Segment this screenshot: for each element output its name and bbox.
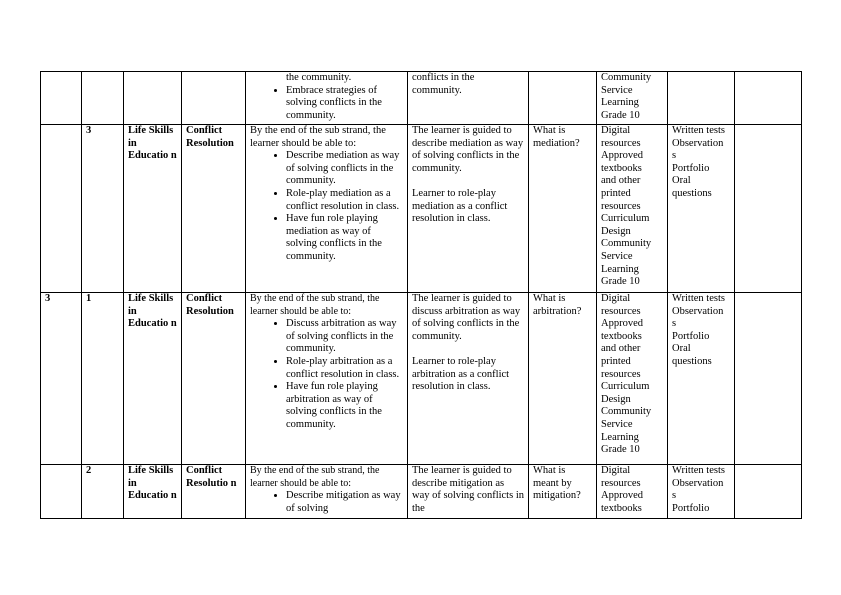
outcomes-list [250,85,403,123]
inquiry-question-cell: What is arbitration? [529,293,597,465]
outcome-item: • Discuss arbitration as way of solving conflicts in the community. [286,318,403,356]
resource-line: Approved [601,490,643,502]
resource-line: Community [601,72,652,83]
lesson-cell: 3 [82,125,124,293]
resource-line: Community [601,238,652,250]
assessment-line: Written tests [672,125,725,136]
resource-line: Grade 10 [601,109,640,121]
outcomes-intro: By the end of the sub strand, the learner should be able to: [250,125,386,149]
resource-line: Service [601,418,633,430]
learning-outcomes-cell [246,465,408,519]
learning-outcomes-cell [246,72,408,125]
assessment-line: Portfolio [672,162,710,174]
assessment-cell [668,465,735,519]
resource-line: Approved [601,150,643,162]
strand-cell: Life Skills in Educatio n [124,125,182,293]
resource-line: Learning [601,97,639,109]
table-row [41,125,802,293]
resource-line: Grade 10 [601,276,640,288]
learning-experiences-cell [408,465,529,519]
resource-line: Community [601,406,652,418]
experience-text: The learner is guided to describe mediation as way of solving conflicts in the community. [412,125,524,174]
resource-line: Grade 10 [601,444,640,456]
resources-cell [597,293,668,465]
reflection-cell [735,72,802,125]
outcome-item: • Role-play arbitration as a conflict resolution in class. [286,356,403,381]
learning-experiences-cell [408,125,529,293]
outcomes-list [250,150,403,263]
resource-line: Learning [601,431,639,443]
resource-line: resources [601,477,641,489]
inquiry-question-cell [529,72,597,125]
outcome-item: • Role-play mediation as a conflict resolution in class. [286,188,403,213]
outcome-item: • Embrace strategies of solving conflicts in the community. [286,85,403,123]
experience-text: The learner is guided to discuss arbitration as way of solving conflicts in the community. [412,293,521,342]
resource-line: Curriculum [601,213,650,225]
resource-line: Learning [601,263,639,275]
outcomes-intro: By the end of the sub strand, the learner should be able to: [250,465,380,489]
outcomes-list [250,72,403,85]
outcome-item: • Have fun role playing mediation as way of solving conflicts in the community. [286,213,403,263]
reflection-cell [735,293,802,465]
resource-line: resources [601,305,641,317]
lesson-cell [82,72,124,125]
table-row [41,465,802,519]
outcomes-list [250,318,403,431]
assessment-cell [668,293,735,465]
resource-line: textbooks [601,162,642,174]
sub-strand-cell: Conflict Resolution [182,293,246,465]
assessment-line: s [672,490,677,502]
experience-text: The learner is guided to describe mitigation as way of solving conflicts in the [412,465,524,514]
resource-line: Digital [601,465,631,476]
week-cell: 3 [41,293,82,465]
assessment-line: Oral [672,175,691,187]
resource-line: printed [601,187,631,199]
assessment-line: Written tests [672,293,725,304]
resource-line: Design [601,225,631,237]
week-cell [41,125,82,293]
sub-strand-cell [182,72,246,125]
learning-outcomes-cell [246,293,408,465]
table-row [41,72,802,125]
assessment-cell [668,72,735,125]
resource-line: textbooks [601,502,642,514]
outcome-item: • Describe mediation as way of solving conflicts in the community. [286,150,403,188]
strand-cell [124,72,182,125]
lesson-cell: 1 [82,293,124,465]
experience-text: Learner to role-play arbitration as a conflict resolution in class. [412,355,510,393]
strand-cell: Life Skills in Educatio n [124,465,182,519]
outcome-item: the community. [286,72,352,83]
resources-cell [597,72,668,125]
strand-cell: Life Skills in Educatio n [124,293,182,465]
spacer [412,175,524,188]
resource-line: textbooks [601,330,642,342]
resource-line: Digital [601,125,631,136]
assessment-line: Written tests [672,465,725,476]
sub-strand-cell: Conflict Resolution [182,125,246,293]
lesson-cell: 2 [82,465,124,519]
scheme-of-work-table [40,71,802,519]
resource-line: Approved [601,318,643,330]
resource-line: Curriculum [601,381,650,393]
resource-line: resources [601,200,641,212]
reflection-cell [735,465,802,519]
assessment-cell [668,125,735,293]
learning-outcomes-cell [246,125,408,293]
assessment-line: Observation [672,137,724,149]
assessment-line: Observation [672,305,724,317]
assessment-line: Portfolio [672,330,710,342]
resource-line: Service [601,250,633,262]
sub-strand-cell: Conflict Resolutio n [182,465,246,519]
learning-experiences-cell [408,293,529,465]
spacer [412,343,524,356]
inquiry-question-cell: What is meant by mitigation? [529,465,597,519]
resource-line: Digital [601,293,631,304]
resource-line: printed [601,355,631,367]
assessment-line: questions [672,187,712,199]
assessment-line: Portfolio [672,502,710,514]
table-row [41,293,802,465]
outcomes-list [250,490,403,515]
assessment-line: Oral [672,343,691,355]
reflection-cell [735,125,802,293]
resource-line: and other [601,175,641,187]
assessment-line: s [672,150,677,162]
resource-line: and other [601,343,641,355]
experience-text: conflicts in the community. [412,72,475,96]
resource-line: resources [601,137,641,149]
resource-line: Service [601,84,633,96]
resource-line: resources [601,368,641,380]
learning-experiences-cell [408,72,529,125]
week-cell [41,465,82,519]
assessment-line: questions [672,355,712,367]
resources-cell [597,125,668,293]
inquiry-question-cell: What is mediation? [529,125,597,293]
week-cell [41,72,82,125]
assessment-line: Observation [672,477,724,489]
resources-cell [597,465,668,519]
resource-line: Design [601,393,631,405]
outcome-item: • Have fun role playing arbitration as way of solving conflicts in the community. [286,381,403,431]
assessment-line: s [672,318,677,330]
outcome-item: • Describe mitigation as way of solving [286,490,403,515]
experience-text: Learner to role-play mediation as a conflict resolution in class. [412,187,508,225]
outcomes-intro: By the end of the sub strand, the learner should be able to: [250,293,380,317]
